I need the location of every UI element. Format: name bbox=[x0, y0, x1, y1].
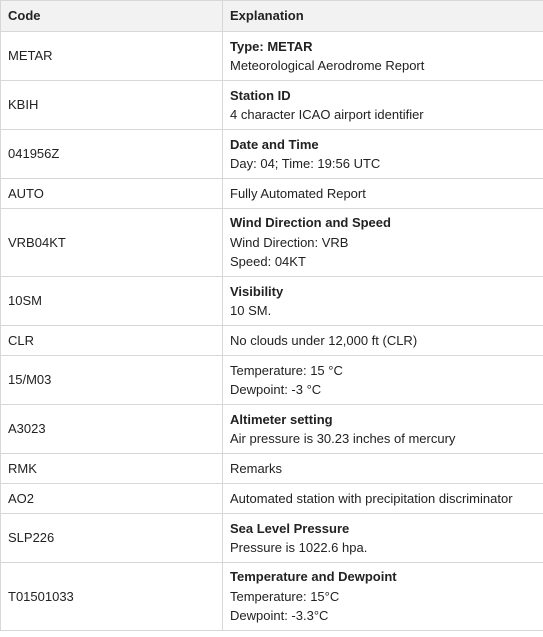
table-row bbox=[1, 277, 543, 326]
explanation-text: No clouds under 12,000 ft (CLR) bbox=[230, 332, 418, 348]
code-cell: 041956Z bbox=[1, 130, 223, 179]
explanation-text: Remarks bbox=[230, 460, 283, 476]
explanation-cell bbox=[223, 277, 543, 326]
explanation-text: Dewpoint: -3 °C bbox=[230, 382, 322, 397]
explanation-title: Station ID bbox=[230, 87, 291, 103]
code-cell: 10SM bbox=[1, 277, 223, 326]
code-cell: AO2 bbox=[1, 484, 223, 514]
explanation-text: Temperature: 15 °C bbox=[230, 362, 343, 378]
table-row bbox=[1, 209, 543, 277]
explanation-text: Dewpoint: -3.3°C bbox=[230, 608, 329, 624]
explanation-text: Automated station with precipitation discriminator bbox=[230, 490, 513, 506]
code-cell: VRB04KT bbox=[1, 209, 223, 277]
table-row bbox=[1, 454, 543, 484]
explanation-cell bbox=[223, 484, 543, 514]
explanation-title: Altimeter setting bbox=[230, 411, 333, 427]
explanation-cell bbox=[223, 514, 543, 563]
code-cell: SLP226 bbox=[1, 514, 223, 563]
explanation-title: Type: METAR bbox=[230, 38, 313, 54]
column-header-code: Code bbox=[1, 1, 223, 32]
explanation-text: Wind Direction: VRB bbox=[230, 234, 349, 250]
explanation-title: Visibility bbox=[230, 283, 284, 299]
explanation-cell bbox=[223, 405, 543, 454]
code-cell: T01501033 bbox=[1, 563, 223, 631]
table-row bbox=[1, 514, 543, 563]
table-row bbox=[1, 130, 543, 179]
explanation-text: Temperature: 15°C bbox=[230, 588, 340, 604]
table-row bbox=[1, 179, 543, 209]
explanation-cell bbox=[223, 179, 543, 209]
explanation-text: Day: 04; Time: 19:56 UTC bbox=[230, 156, 381, 171]
explanation-cell bbox=[223, 563, 543, 631]
explanation-cell bbox=[223, 454, 543, 484]
table-row bbox=[1, 405, 543, 454]
table-row bbox=[1, 563, 543, 631]
explanation-text: Speed: 04KT bbox=[230, 254, 306, 270]
explanation-text: 10 SM. bbox=[230, 303, 272, 318]
explanation-cell bbox=[223, 209, 543, 277]
explanation-cell bbox=[223, 356, 543, 405]
explanation-text: Fully Automated Report bbox=[230, 185, 366, 201]
table-header-row bbox=[1, 1, 543, 32]
table-row bbox=[1, 484, 543, 514]
code-cell: METAR bbox=[1, 32, 223, 81]
explanation-text: Air pressure is 30.23 inches of mercury bbox=[230, 431, 456, 446]
explanation-title: Date and Time bbox=[230, 136, 319, 152]
explanation-title: Temperature and Dewpoint bbox=[230, 569, 397, 585]
explanation-text: Meteorological Aerodrome Report bbox=[230, 58, 425, 73]
table-row bbox=[1, 32, 543, 81]
explanation-cell bbox=[223, 32, 543, 81]
explanation-cell bbox=[223, 326, 543, 356]
code-cell: A3023 bbox=[1, 405, 223, 454]
explanation-text: Pressure is 1022.6 hpa. bbox=[230, 540, 368, 555]
column-header-explanation: Explanation bbox=[223, 1, 543, 32]
explanation-text: 4 character ICAO airport identifier bbox=[230, 107, 424, 122]
explanation-title: Sea Level Pressure bbox=[230, 520, 350, 536]
explanation-cell bbox=[223, 130, 543, 179]
explanation-title: Wind Direction and Speed bbox=[230, 215, 391, 231]
code-cell: CLR bbox=[1, 326, 223, 356]
explanation-cell bbox=[223, 81, 543, 130]
code-cell: RMK bbox=[1, 454, 223, 484]
table-row bbox=[1, 356, 543, 405]
code-cell: KBIH bbox=[1, 81, 223, 130]
code-cell: 15/M03 bbox=[1, 356, 223, 405]
table-row bbox=[1, 326, 543, 356]
table-row bbox=[1, 81, 543, 130]
code-cell: AUTO bbox=[1, 179, 223, 209]
